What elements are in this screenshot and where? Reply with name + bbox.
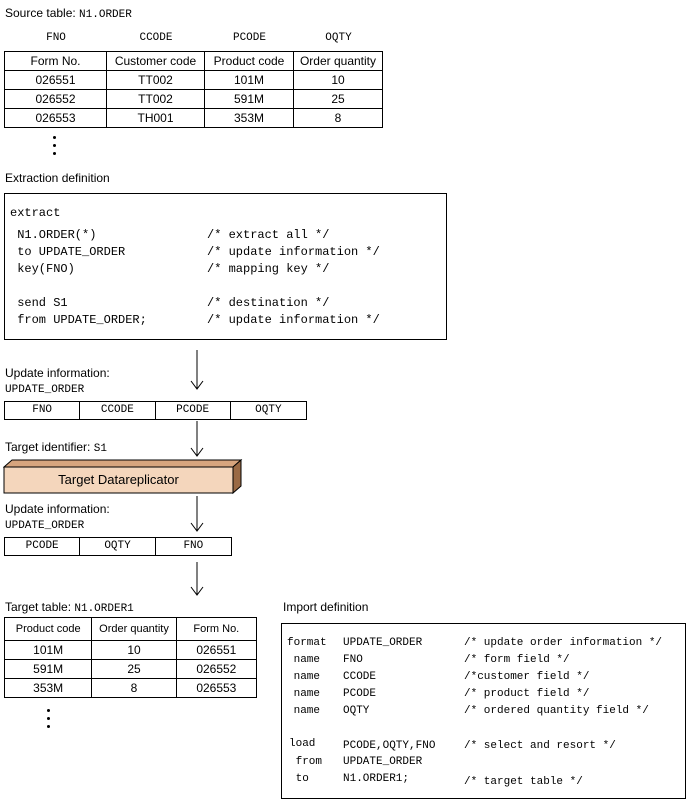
table-cell: 026553: [5, 109, 107, 128]
update-info-name: UPDATE_ORDER: [5, 384, 85, 396]
code-comment: /* target table */: [464, 776, 583, 788]
header-cell: Product code: [205, 52, 294, 71]
code-comment: /* update information */: [207, 245, 380, 259]
source-table-title: [5, 6, 132, 21]
code-keyword: from: [289, 756, 323, 768]
continuation-dots: [53, 136, 57, 160]
column-name: CCODE: [139, 32, 173, 44]
extraction-title: Extraction definition: [5, 171, 110, 185]
down-arrow-icon: [188, 350, 206, 392]
import-title: Import definition: [283, 600, 369, 614]
table-cell: 353M: [205, 109, 294, 128]
code-comment: /* ordered quantity field */: [464, 705, 649, 717]
code-comment: /* update order information */: [464, 637, 663, 649]
header-cell: Form No.: [176, 618, 256, 641]
source-table: [4, 51, 383, 128]
table-cell: 101M: [205, 71, 294, 90]
source-table-name: N1.ORDER: [79, 9, 132, 21]
field-cell: FNO: [156, 538, 232, 555]
code-line: extract: [10, 206, 61, 220]
table-cell: 591M: [205, 90, 294, 109]
table-row: [5, 679, 257, 698]
down-arrow-icon: [188, 421, 206, 459]
table-cell: 591M: [5, 660, 92, 679]
target-table: [4, 617, 257, 698]
column-name: OQTY: [325, 32, 352, 44]
table-cell: 10: [294, 71, 383, 90]
target-identifier-title: [5, 440, 107, 455]
table-cell: 026552: [176, 660, 256, 679]
code-arg: PCODE,OQTY,FNO: [343, 740, 436, 752]
code-keyword: name: [287, 705, 321, 717]
column-name: PCODE: [232, 32, 266, 44]
table-cell: 026551: [176, 641, 256, 660]
table-row: [5, 641, 257, 660]
table-row: [5, 660, 257, 679]
code-line: from UPDATE_ORDER;: [10, 313, 147, 327]
extraction-definition-box: [4, 193, 447, 340]
code-comment: /* extract all */: [207, 228, 330, 242]
table-cell: 25: [92, 660, 176, 679]
code-line: to UPDATE_ORDER: [10, 245, 126, 259]
table-row: [5, 71, 383, 90]
target-table-name: N1.ORDER1: [74, 603, 134, 615]
source-title-prefix: Source table:: [5, 6, 80, 20]
field-cell: FNO: [5, 402, 80, 419]
field-cell: OQTY: [231, 402, 307, 419]
update-info-fields: [4, 537, 232, 556]
header-cell: Order quantity: [294, 52, 383, 71]
source-column-names: [5, 32, 383, 46]
table-cell: 026553: [176, 679, 256, 698]
update-info-fields: [4, 401, 307, 420]
code-arg: PCODE: [343, 688, 377, 700]
code-keyword: format: [287, 637, 327, 649]
table-cell: 026551: [5, 71, 107, 90]
table-row: [5, 90, 383, 109]
table-cell: 8: [294, 109, 383, 128]
table-cell: 8: [92, 679, 176, 698]
down-arrow-icon: [188, 562, 206, 598]
code-arg: OQTY: [343, 705, 370, 717]
target-table-title: [5, 600, 134, 615]
table-row: [5, 109, 383, 128]
header-cell: Form No.: [5, 52, 107, 71]
target-title-prefix: Target table:: [5, 600, 75, 614]
code-arg: CCODE: [343, 671, 377, 683]
replicator-label: Target Datareplicator: [58, 472, 179, 487]
table-cell: TT002: [107, 90, 205, 109]
code-comment: /* select and resort */: [464, 740, 616, 752]
code-comment: /* mapping key */: [207, 262, 330, 276]
continuation-dots: [47, 709, 51, 733]
code-line: send S1: [10, 296, 68, 310]
field-cell: PCODE: [5, 538, 80, 555]
code-arg: UPDATE_ORDER: [343, 756, 423, 768]
table-header-row: [5, 618, 257, 641]
code-comment: /* destination */: [207, 296, 330, 310]
code-line: key(FNO): [10, 262, 75, 276]
code-line: N1.ORDER(*): [10, 228, 97, 242]
field-cell: OQTY: [80, 538, 155, 555]
code-arg: UPDATE_ORDER: [343, 637, 423, 649]
table-cell: 25: [294, 90, 383, 109]
table-cell: 10: [92, 641, 176, 660]
code-keyword: load: [289, 738, 316, 750]
update-info-name: UPDATE_ORDER: [5, 520, 85, 532]
code-comment: /* form field */: [464, 654, 570, 666]
field-cell: PCODE: [156, 402, 231, 419]
header-cell: Order quantity: [92, 618, 176, 641]
table-cell: 353M: [5, 679, 92, 698]
code-comment: /* update information */: [207, 313, 380, 327]
target-id-prefix: Target identifier:: [5, 440, 94, 454]
code-comment: /*customer field */: [464, 671, 590, 683]
header-cell: Product code: [5, 618, 92, 641]
table-cell: 026552: [5, 90, 107, 109]
down-arrow-icon: [188, 496, 206, 534]
table-cell: TT002: [107, 71, 205, 90]
code-arg: FNO: [343, 654, 363, 666]
column-name: FNO: [46, 32, 66, 44]
code-keyword: name: [287, 688, 321, 700]
update-info-title: Update information:: [5, 366, 110, 380]
import-definition-box: [281, 623, 686, 799]
code-arg: N1.ORDER1;: [343, 773, 410, 785]
code-keyword: name: [287, 671, 321, 683]
target-id-value: S1: [93, 443, 107, 455]
header-cell: Customer code: [107, 52, 205, 71]
table-cell: 101M: [5, 641, 92, 660]
table-header-row: [5, 52, 383, 71]
code-comment: /* product field */: [464, 688, 590, 700]
field-cell: CCODE: [80, 402, 155, 419]
table-cell: TH001: [107, 109, 205, 128]
code-keyword: name: [287, 654, 321, 666]
update-info-title: Update information:: [5, 502, 110, 516]
code-keyword: to: [289, 773, 309, 785]
